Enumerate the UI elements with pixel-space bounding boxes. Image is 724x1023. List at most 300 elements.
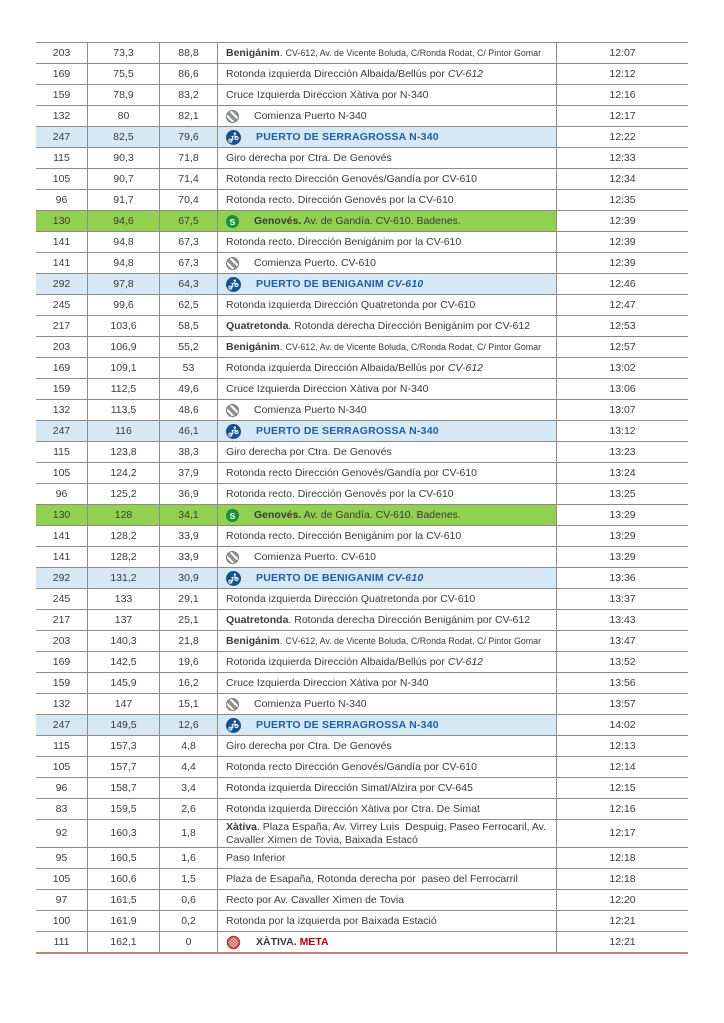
km-done-cell: 142,5 <box>88 652 160 672</box>
km-to-go-cell: 36,9 <box>160 484 218 504</box>
description-text <box>254 257 376 270</box>
description-cell <box>218 757 557 777</box>
km-to-go-cell: 67,3 <box>160 253 218 273</box>
km-to-go-cell: 25,1 <box>160 610 218 630</box>
description-text <box>226 873 518 886</box>
description-segment: Genovés. <box>254 508 302 521</box>
km-to-go-cell: 29,1 <box>160 589 218 609</box>
description-cell <box>218 911 557 931</box>
description-cell <box>218 890 557 910</box>
km-done-cell: 94,8 <box>88 232 160 252</box>
description-segment: Rotonda izquierda Dirección Quatretonda por CV-610 <box>226 592 476 605</box>
table-row <box>36 148 688 169</box>
sprint-icon <box>226 215 239 228</box>
description-cell <box>218 148 557 168</box>
km-done-cell: 159,5 <box>88 799 160 819</box>
description-text <box>226 152 392 165</box>
altitude-cell: 217 <box>36 316 88 336</box>
km-to-go-cell: 3,4 <box>160 778 218 798</box>
time-cell: 12:46 <box>609 277 636 290</box>
description-cell <box>218 316 557 336</box>
description-cell <box>218 421 557 441</box>
altitude-cell: 169 <box>36 64 88 84</box>
altitude-cell: 245 <box>36 589 88 609</box>
time-cell: 13:24 <box>609 466 636 479</box>
description-text <box>226 915 437 928</box>
description-segment: Rotonda recto. Dirección Genovés por la CV-610 <box>226 193 454 206</box>
climb-icon <box>226 277 241 292</box>
description-cell <box>218 295 557 315</box>
km-done-cell: 128,2 <box>88 547 160 567</box>
table-row <box>36 358 688 379</box>
altitude-cell: 169 <box>36 652 88 672</box>
svg-text:S: S <box>229 216 236 227</box>
svg-text:S: S <box>229 510 236 521</box>
table-row <box>36 820 688 848</box>
time-cell: 14:02 <box>609 718 636 731</box>
time-cell: 12:53 <box>609 319 636 332</box>
description-segment: Recto por Av. Cavaller Ximen de Tovia <box>226 893 405 906</box>
km-done-cell: 137 <box>88 610 160 630</box>
description-cell <box>218 631 557 651</box>
altitude-cell: 96 <box>36 484 88 504</box>
altitude-cell: 100 <box>36 911 88 931</box>
km-to-go-cell: 1,6 <box>160 848 218 868</box>
table-row <box>36 232 688 253</box>
km-done-cell: 157,3 <box>88 736 160 756</box>
description-text <box>226 362 483 375</box>
description-cell <box>218 610 557 630</box>
description-segment: CV-612 <box>447 655 484 668</box>
description-text <box>226 593 475 606</box>
description-cell <box>218 932 557 952</box>
km-to-go-cell: 67,5 <box>160 211 218 231</box>
altitude-cell: 141 <box>36 253 88 273</box>
time-cell: 13:56 <box>609 676 636 689</box>
km-done-cell: 94,6 <box>88 211 160 231</box>
description-segment: CV-612, Av. de Vicente Boluda, C/Ronda Rodat, C/ Pintor Gomar <box>285 635 542 646</box>
description-segment: PUERTO DE SERRAGROSSA N-340 <box>256 424 439 437</box>
time-cell: 12:39 <box>609 256 636 269</box>
km-done-cell: 149,5 <box>88 715 160 735</box>
climb-icon <box>226 130 241 145</box>
description-text <box>226 68 483 81</box>
time-cell: 13:06 <box>609 382 636 395</box>
table-row <box>36 652 688 673</box>
description-text <box>226 677 429 690</box>
description-cell <box>218 211 557 231</box>
km-to-go-cell: 71,8 <box>160 148 218 168</box>
table-row <box>36 890 688 911</box>
description-cell <box>218 43 557 63</box>
description-text <box>226 320 530 333</box>
km-done-cell: 99,6 <box>88 295 160 315</box>
km-to-go-cell: 48,6 <box>160 400 218 420</box>
table-row <box>36 400 688 421</box>
description-text <box>226 341 541 354</box>
description-segment: Cruce Izquierda Direccion Xàtiva por N-340 <box>226 382 429 395</box>
description-segment: Benigánim <box>226 46 280 59</box>
description-segment: Paso Inferior <box>226 851 286 864</box>
description-cell <box>218 106 557 126</box>
km-done-cell: 97,8 <box>88 274 160 294</box>
time-cell: 12:16 <box>609 802 636 815</box>
table-row <box>36 190 688 211</box>
km-to-go-cell: 64,3 <box>160 274 218 294</box>
description-cell <box>218 694 557 714</box>
table-row <box>36 505 688 526</box>
description-segment: Cruce Izquierda Direccion Xàtiva por N-340 <box>226 676 429 689</box>
table-row <box>36 274 688 295</box>
km-done-cell: 140,3 <box>88 631 160 651</box>
time-cell: 13:47 <box>609 634 636 647</box>
table-row <box>36 463 688 484</box>
altitude-cell: 115 <box>36 148 88 168</box>
km-done-cell: 161,9 <box>88 911 160 931</box>
altitude-cell: 105 <box>36 869 88 889</box>
altitude-cell: 141 <box>36 526 88 546</box>
description-cell <box>218 232 557 252</box>
description-segment: Rotonda izquierda Dirección Albaida/Bellús por <box>226 67 448 80</box>
description-segment: PUERTO DE SERRAGROSSA N-340 <box>256 718 439 731</box>
time-cell: 12:21 <box>609 935 636 948</box>
table-row <box>36 736 688 757</box>
km-to-go-cell: 1,5 <box>160 869 218 889</box>
description-cell <box>218 715 557 735</box>
altitude-cell: 247 <box>36 421 88 441</box>
km-to-go-cell: 46,1 <box>160 421 218 441</box>
altitude-cell: 95 <box>36 848 88 868</box>
table-row <box>36 85 688 106</box>
description-cell <box>218 505 557 525</box>
description-segment: Av. de Gandía. CV-610. Badenes. <box>301 214 461 227</box>
description-text <box>226 761 477 774</box>
km-done-cell: 113,5 <box>88 400 160 420</box>
time-cell: 12:39 <box>609 235 636 248</box>
table-row <box>36 379 688 400</box>
altitude-cell: 83 <box>36 799 88 819</box>
time-cell: 12:15 <box>609 781 636 794</box>
description-segment: Rotonda recto Dirección Genovés/Gandía por CV-610 <box>226 172 477 185</box>
km-to-go-cell: 38,3 <box>160 442 218 462</box>
table-row <box>36 526 688 547</box>
km-to-go-cell: 33,9 <box>160 526 218 546</box>
km-to-go-cell: 2,6 <box>160 799 218 819</box>
description-segment: Benigánim <box>226 634 280 647</box>
km-done-cell: 128 <box>88 505 160 525</box>
description-segment: PUERTO DE BENIGANIM <box>256 277 387 290</box>
time-cell: 12:39 <box>609 214 636 227</box>
description-text <box>226 852 286 865</box>
table-row <box>36 869 688 890</box>
time-cell: 12:17 <box>609 109 636 122</box>
km-done-cell: 160,6 <box>88 869 160 889</box>
description-segment: CV-612, Av. de Vicente Boluda, C/Ronda Rodat, C/ Pintor Gomar <box>285 341 542 352</box>
description-text <box>226 236 461 249</box>
km-to-go-cell: 82,1 <box>160 106 218 126</box>
altitude-cell: 97 <box>36 890 88 910</box>
altitude-cell: 245 <box>36 295 88 315</box>
table-row <box>36 694 688 715</box>
description-segment: Genovés. <box>254 214 302 227</box>
description-segment: Comienza Puerto. CV-610 <box>254 550 376 563</box>
description-cell <box>218 589 557 609</box>
description-segment: Xàtiva <box>226 821 257 833</box>
altitude-cell: 159 <box>36 673 88 693</box>
altitude-cell: 141 <box>36 232 88 252</box>
description-text <box>254 110 367 123</box>
altitude-cell: 105 <box>36 169 88 189</box>
description-segment: Cruce Izquierda Direccion Xàtiva por N-340 <box>226 88 429 101</box>
km-to-go-cell: 53 <box>160 358 218 378</box>
description-segment: PUERTO DE SERRAGROSSA N-340 <box>256 130 439 143</box>
description-cell <box>218 337 557 357</box>
table-row <box>36 932 688 952</box>
description-cell <box>218 848 557 868</box>
description-segment: Giro derecha por Ctra. De Genovés <box>226 445 392 458</box>
altitude-cell: 159 <box>36 379 88 399</box>
km-to-go-cell: 1,8 <box>160 820 218 847</box>
km-to-go-cell: 0 <box>160 932 218 952</box>
time-cell: 13:29 <box>609 550 636 563</box>
description-segment: Benigánim <box>226 340 280 353</box>
km-to-go-cell: 33,9 <box>160 547 218 567</box>
description-text <box>226 635 541 648</box>
description-cell <box>218 778 557 798</box>
description-text <box>226 194 454 207</box>
description-segment: CV-610 <box>386 277 424 290</box>
time-cell: 12:18 <box>609 851 636 864</box>
km-done-cell: 112,5 <box>88 379 160 399</box>
description-text <box>226 821 550 846</box>
table-row <box>36 610 688 631</box>
altitude-cell: 292 <box>36 568 88 588</box>
description-cell <box>218 85 557 105</box>
description-cell <box>218 484 557 504</box>
description-segment: . <box>279 340 286 353</box>
description-segment: . Plaza España, Av. Virrey Luis Despuig, Paseo Ferrocaril, Av. Cavaller Ximen de Tovia, Baixada Estacó <box>226 821 549 846</box>
km-to-go-cell: 71,4 <box>160 169 218 189</box>
km-done-cell: 133 <box>88 589 160 609</box>
km-done-cell: 162,1 <box>88 932 160 952</box>
time-cell: 12:07 <box>609 46 636 59</box>
km-done-cell: 161,5 <box>88 890 160 910</box>
time-cell: 13:36 <box>609 571 636 584</box>
description-cell <box>218 652 557 672</box>
km-to-go-cell: 79,6 <box>160 127 218 147</box>
km-to-go-cell: 21,8 <box>160 631 218 651</box>
time-cell: 13:23 <box>609 445 636 458</box>
description-text <box>226 488 454 501</box>
description-text <box>226 47 541 60</box>
km-done-cell: 91,7 <box>88 190 160 210</box>
description-segment: Rotonda recto. Dirección Benigánim por la CV-610 <box>226 529 462 542</box>
km-done-cell: 157,7 <box>88 757 160 777</box>
km-to-go-cell: 86,6 <box>160 64 218 84</box>
time-cell: 12:22 <box>609 130 636 143</box>
time-cell: 13:52 <box>609 655 636 668</box>
description-segment: PUERTO DE BENIGANIM <box>256 571 387 584</box>
altitude-cell: 292 <box>36 274 88 294</box>
time-cell: 12:13 <box>609 739 636 752</box>
description-text <box>226 803 480 816</box>
description-cell <box>218 274 557 294</box>
time-cell: 12:57 <box>609 340 636 353</box>
altitude-cell: 130 <box>36 505 88 525</box>
description-segment: Rotonda izquierda Dirección Xàtiva por Ctra. De Simat <box>226 802 480 815</box>
altitude-cell: 96 <box>36 778 88 798</box>
description-segment: Rotonda por la izquierda por Baixada Estació <box>226 914 437 927</box>
description-text <box>226 467 477 480</box>
description-segment: Rotonda recto Dirección Genovés/Gandía por CV-610 <box>226 760 477 773</box>
altitude-cell: 132 <box>36 694 88 714</box>
climb-start-icon <box>226 698 239 711</box>
description-segment: Comienza Puerto N-340 <box>254 403 367 416</box>
altitude-cell: 169 <box>36 358 88 378</box>
description-text <box>226 614 530 627</box>
description-text <box>226 894 404 907</box>
description-cell <box>218 463 557 483</box>
description-cell <box>218 253 557 273</box>
description-text <box>256 425 439 438</box>
description-segment: Comienza Puerto N-340 <box>254 697 367 710</box>
description-segment: CV-612, Av. de Vicente Boluda, C/Ronda Rodat, C/ Pintor Gomar <box>285 47 542 58</box>
description-text <box>254 551 376 564</box>
km-done-cell: 94,8 <box>88 253 160 273</box>
km-done-cell: 160,5 <box>88 848 160 868</box>
table-row <box>36 106 688 127</box>
description-cell <box>218 820 557 847</box>
altitude-cell: 159 <box>36 85 88 105</box>
time-cell: 13:25 <box>609 487 636 500</box>
altitude-cell: 203 <box>36 631 88 651</box>
km-done-cell: 109,1 <box>88 358 160 378</box>
description-cell <box>218 568 557 588</box>
description-segment: CV-610 <box>386 571 424 584</box>
km-done-cell: 82,5 <box>88 127 160 147</box>
km-done-cell: 131,2 <box>88 568 160 588</box>
km-done-cell: 160,3 <box>88 820 160 847</box>
km-to-go-cell: 34,1 <box>160 505 218 525</box>
description-segment: . Rotonda derecha Dirección Benigánim por CV-612 <box>288 613 531 626</box>
km-to-go-cell: 58,5 <box>160 316 218 336</box>
description-segment: Comienza Puerto N-340 <box>254 109 367 122</box>
description-segment: Rotonda izquierda Dirección Quatretonda por CV-610 <box>226 298 476 311</box>
time-cell: 13:02 <box>609 361 636 374</box>
km-done-cell: 90,7 <box>88 169 160 189</box>
table-row <box>36 799 688 820</box>
description-segment: Rotonda izquierda Dirección Simat/Alzira por CV-645 <box>226 781 473 794</box>
table-row <box>36 715 688 736</box>
description-segment: Rotonda izquierda Dirección Albaida/Bellús por <box>226 361 448 374</box>
description-cell <box>218 547 557 567</box>
time-cell: 13:37 <box>609 592 636 605</box>
time-cell: 12:14 <box>609 760 636 773</box>
km-done-cell: 145,9 <box>88 673 160 693</box>
table-row <box>36 848 688 869</box>
table-row <box>36 316 688 337</box>
description-segment: Plaza de Esapaña, Rotonda derecha por paseo del Ferrocarril <box>226 872 518 885</box>
description-cell <box>218 169 557 189</box>
description-text <box>256 936 329 949</box>
table-row <box>36 43 688 64</box>
table-row <box>36 211 688 232</box>
description-segment: CV-612 <box>447 67 484 80</box>
description-text <box>254 404 367 417</box>
description-segment: Quatretonda <box>226 613 289 626</box>
table-row <box>36 568 688 589</box>
km-done-cell: 80 <box>88 106 160 126</box>
description-cell <box>218 799 557 819</box>
table-row <box>36 911 688 932</box>
km-to-go-cell: 67,3 <box>160 232 218 252</box>
description-segment: Av. de Gandía. CV-610. Badenes. <box>301 508 461 521</box>
description-text <box>226 173 477 186</box>
altitude-cell: 141 <box>36 547 88 567</box>
description-segment: Comienza Puerto. CV-610 <box>254 256 376 269</box>
km-to-go-cell: 0,2 <box>160 911 218 931</box>
km-to-go-cell: 4,8 <box>160 736 218 756</box>
km-done-cell: 123,8 <box>88 442 160 462</box>
description-cell <box>218 869 557 889</box>
altitude-cell: 96 <box>36 190 88 210</box>
climb-start-icon <box>226 551 239 564</box>
table-row <box>36 421 688 442</box>
altitude-cell: 115 <box>36 442 88 462</box>
description-cell <box>218 400 557 420</box>
description-text <box>226 530 461 543</box>
time-cell: 13:43 <box>609 613 636 626</box>
table-row <box>36 442 688 463</box>
altitude-cell: 203 <box>36 337 88 357</box>
table-row <box>36 631 688 652</box>
description-text <box>226 383 429 396</box>
description-segment: CV-612 <box>447 361 484 374</box>
description-text <box>256 131 439 144</box>
description-cell <box>218 736 557 756</box>
time-cell: 13:29 <box>609 529 636 542</box>
finish-icon <box>226 935 241 950</box>
description-segment: Giro derecha por Ctra. De Genovés <box>226 151 392 164</box>
time-cell: 12:47 <box>609 298 636 311</box>
km-to-go-cell: 49,6 <box>160 379 218 399</box>
description-segment: . <box>279 634 286 647</box>
km-to-go-cell: 15,1 <box>160 694 218 714</box>
description-cell <box>218 673 557 693</box>
km-done-cell: 78,9 <box>88 85 160 105</box>
km-to-go-cell: 12,6 <box>160 715 218 735</box>
time-cell: 12:12 <box>609 67 636 80</box>
description-cell <box>218 379 557 399</box>
climb-icon <box>226 718 241 733</box>
description-text <box>256 278 423 291</box>
time-cell: 13:57 <box>609 697 636 710</box>
sprint-icon <box>226 509 239 522</box>
km-done-cell: 75,5 <box>88 64 160 84</box>
km-done-cell: 90,3 <box>88 148 160 168</box>
table-row <box>36 484 688 505</box>
description-segment: Rotonda recto. Dirección Genovés por la CV-610 <box>226 487 454 500</box>
km-done-cell: 116 <box>88 421 160 441</box>
altitude-cell: 203 <box>36 43 88 63</box>
description-segment: Giro derecha por Ctra. De Genovés <box>226 739 392 752</box>
route-table <box>36 42 688 954</box>
time-cell: 12:21 <box>609 914 636 927</box>
time-cell: 12:16 <box>609 88 636 101</box>
table-row <box>36 757 688 778</box>
km-done-cell: 73,3 <box>88 43 160 63</box>
climb-start-icon <box>226 257 239 270</box>
